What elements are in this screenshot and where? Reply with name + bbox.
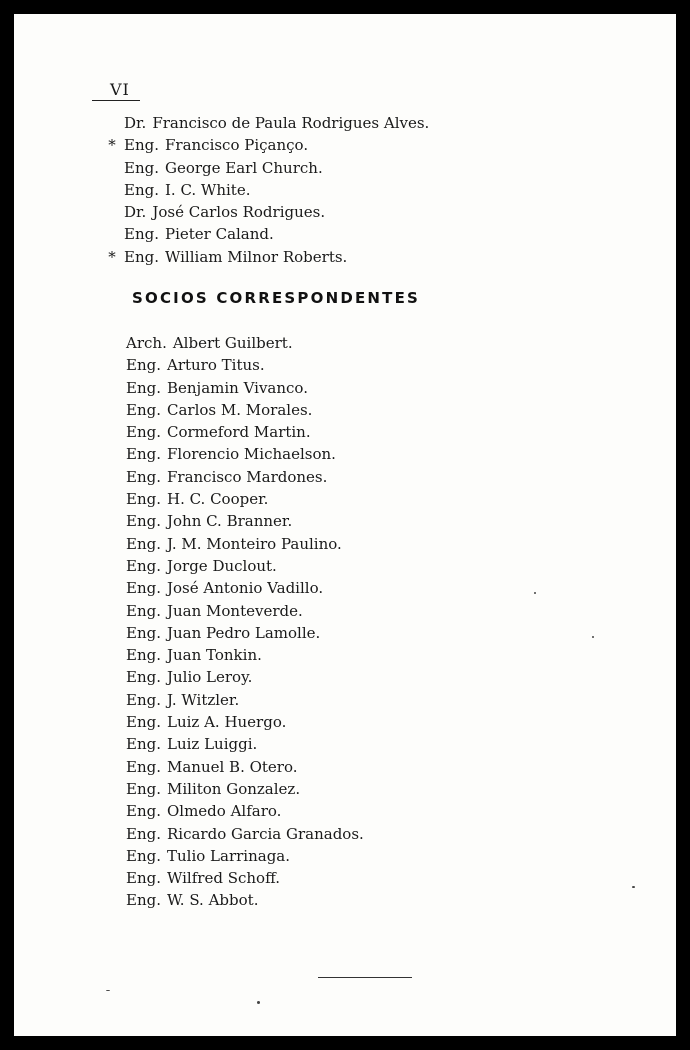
member-entry (126, 800, 364, 822)
member-entry (126, 466, 364, 488)
member-entry (126, 867, 364, 889)
member-name: Albert Guilbert. (172, 334, 293, 352)
member-entry (124, 179, 429, 201)
member-name: José Antonio Vadillo. (166, 579, 324, 598)
member-entry (126, 510, 364, 532)
member-title: Eng. (124, 158, 159, 177)
member-title: Eng. (126, 423, 161, 442)
member-title: Eng. (126, 556, 161, 575)
member-name: W. S. Abbot. (166, 891, 259, 910)
member-name: Olmedo Alfaro. (166, 802, 282, 821)
member-title: Eng. (126, 846, 161, 865)
deceased-marker: * (108, 247, 116, 266)
member-entry (126, 666, 364, 688)
member-name: Carlos M. Morales. (166, 400, 313, 419)
member-title: Eng. (126, 757, 161, 776)
member-title: Eng. (126, 690, 161, 709)
member-title: Eng. (126, 512, 161, 531)
member-title: Eng. (126, 735, 161, 754)
member-entry (126, 733, 364, 755)
member-title: Eng. (126, 713, 161, 732)
print-speck (257, 1001, 260, 1004)
member-name: Luiz A. Huergo. (166, 713, 287, 732)
member-entry (124, 201, 429, 223)
member-name: Militon Gonzalez. (166, 779, 301, 798)
member-title: Arch. (126, 334, 167, 352)
member-title: Eng. (126, 668, 161, 687)
member-name: George Earl Church. (164, 158, 323, 177)
member-entry (126, 889, 364, 911)
member-name: Francisco de Paula Rodrigues Alves. (152, 114, 430, 132)
member-title: Eng. (126, 646, 161, 665)
corresponding-members-list (126, 332, 364, 912)
member-entry (124, 112, 429, 134)
print-speck (632, 886, 635, 888)
member-title: Eng. (124, 225, 159, 244)
member-name: I. C. White. (164, 180, 251, 199)
member-entry (124, 223, 429, 245)
member-name: Pieter Caland. (164, 225, 274, 244)
member-entry (126, 845, 364, 867)
member-title: Eng. (126, 891, 161, 910)
member-title: Eng. (126, 579, 161, 598)
member-entry (126, 533, 364, 555)
member-name: Florencio Michaelson. (166, 445, 336, 464)
member-entry (126, 689, 364, 711)
member-entry (126, 377, 364, 399)
member-title: Eng. (126, 400, 161, 419)
member-title: Eng. (126, 378, 161, 397)
member-entry (126, 399, 364, 421)
member-title: Eng. (124, 247, 159, 266)
member-name: William Milnor Roberts. (164, 247, 348, 266)
member-name: Cormeford Martin. (166, 423, 311, 442)
member-title: Eng. (124, 180, 159, 199)
member-title: Eng. (126, 824, 161, 843)
member-name: Tulio Larrinaga. (166, 846, 291, 865)
member-name: Juan Monteverde. (166, 601, 303, 620)
member-name: Benjamin Vivanco. (166, 378, 308, 397)
member-entry (126, 555, 364, 577)
member-name: John C. Branner. (166, 512, 293, 531)
member-entry (126, 778, 364, 800)
deceased-marker: * (108, 136, 116, 155)
member-entry (126, 711, 364, 733)
member-name: J. Witzler. (166, 690, 240, 709)
member-name: Arturo Titus. (166, 356, 265, 375)
print-speck (592, 636, 594, 638)
member-title: Eng. (124, 136, 159, 155)
member-name: Julio Leroy. (166, 668, 253, 687)
member-name: Francisco Mardones. (166, 467, 328, 486)
member-title: Dr. (124, 203, 147, 222)
member-title: Dr. (124, 114, 147, 132)
member-name: Wilfred Schoff. (166, 869, 280, 888)
member-entry (126, 644, 364, 666)
member-name: Luiz Luiggi. (166, 735, 258, 754)
member-name: Ricardo Garcia Granados. (166, 824, 364, 843)
member-name: Jorge Duclout. (166, 556, 277, 575)
print-speck (534, 592, 536, 594)
member-title: Eng. (126, 467, 161, 486)
member-entry (126, 443, 364, 465)
member-entry (126, 622, 364, 644)
member-title: Eng. (126, 534, 161, 553)
member-name: Francisco Piçanço. (164, 136, 309, 155)
member-name: José Carlos Rodrigues. (152, 203, 326, 222)
member-title: Eng. (126, 601, 161, 620)
member-title: Eng. (126, 869, 161, 888)
print-speck (106, 990, 110, 991)
member-name: J. M. Monteiro Paulino. (166, 534, 342, 553)
member-title: Eng. (126, 490, 161, 509)
member-entry (124, 157, 429, 179)
member-name: H. C. Cooper. (166, 490, 269, 509)
member-entry (126, 600, 364, 622)
member-title: Eng. (126, 445, 161, 464)
honorary-members-list (108, 112, 430, 268)
member-name: Juan Tonkin. (166, 646, 262, 665)
section-heading: SOCIOS CORRESPONDENTES (132, 289, 421, 307)
member-name: Manuel B. Otero. (166, 757, 298, 776)
page-number-underline (92, 100, 140, 101)
document-page (14, 14, 676, 1036)
member-entry (126, 577, 364, 599)
member-title: Eng. (126, 623, 161, 642)
member-entry (126, 488, 364, 510)
member-entry (108, 246, 429, 268)
member-entry (126, 354, 364, 376)
member-title: Eng. (126, 356, 161, 375)
member-entry (126, 332, 364, 354)
member-title: Eng. (126, 779, 161, 798)
member-title: Eng. (126, 802, 161, 821)
member-name: Juan Pedro Lamolle. (166, 623, 321, 642)
page-number: VI (110, 80, 130, 99)
member-entry (126, 421, 364, 443)
member-entry (126, 756, 364, 778)
closing-rule (318, 977, 412, 978)
member-entry (108, 134, 429, 156)
member-entry (126, 823, 364, 845)
